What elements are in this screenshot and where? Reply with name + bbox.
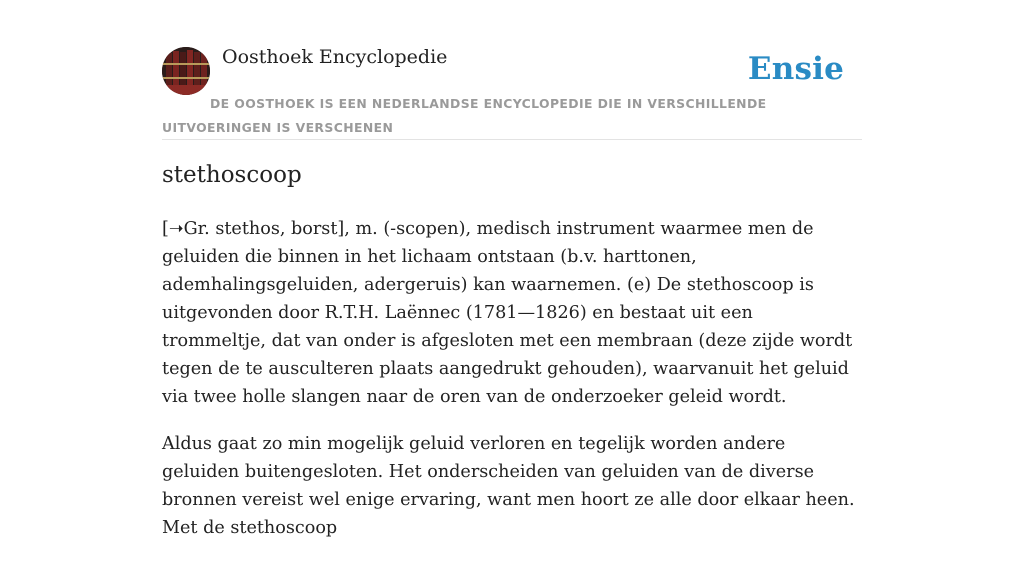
header-divider bbox=[162, 139, 862, 140]
article-paragraph: [➝Gr. stethos, borst], m. (-scopen), medisch instrument waarmee men de geluiden die binnen in het lichaam ontstaan (b.v. harttonen, ademhalingsgeluiden, adergeruis) kan waarnemen. (e) De stethoscoop is uitgevonden door R.T.H. Laënnec (1781—1826) en bestaat uit een trommeltje, dat van onder is afgesloten met een membraan (deze zijde wordt tegen de te ausculteren plaats aangedrukt gehouden), waarvanuit het geluid via twee holle slangen naar de oren van de onderzoeker geleid wordt. bbox=[162, 219, 853, 407]
site-header bbox=[162, 0, 862, 140]
article-paragraph: Aldus gaat zo min mogelijk geluid verloren en tegelijk worden andere geluiden buitengesloten. Het onderscheiden van geluiden van de diverse bronnen vereist wel enige ervaring, want men hoort ze alle door elkaar heen. Met de stethoscoop bbox=[162, 434, 855, 538]
encyclopedia-books-icon[interactable] bbox=[162, 47, 210, 95]
site-tagline: DE OOSTHOEK IS EEN NEDERLANDSE ENCYCLOPEDIE DIE IN VERSCHILLENDE UITVOERINGEN IS VERSCHENEN bbox=[162, 96, 767, 135]
page-container bbox=[162, 0, 862, 538]
site-title[interactable]: Oosthoek Encyclopedie bbox=[222, 46, 448, 68]
article-title: stethoscoop bbox=[162, 162, 302, 188]
article-body bbox=[162, 215, 862, 561]
ensie-logo[interactable]: Ensie bbox=[747, 51, 844, 87]
